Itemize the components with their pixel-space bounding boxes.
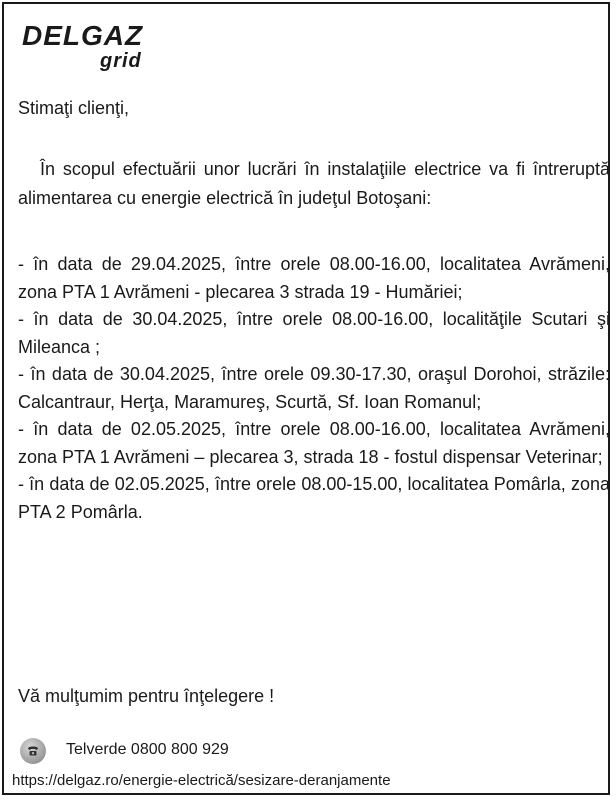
outage-list xyxy=(18,251,610,526)
intro-paragraph: În scopul efectuării unor lucrări în instalaţiile electrice va fi întreruptă alimentarea cu energie electrică în judeţul Botoşani: xyxy=(18,159,610,208)
logo-subtitle: grid xyxy=(100,50,142,72)
hotline-text: Telverde 0800 800 929 xyxy=(66,741,229,758)
list-item: - în data de 30.04.2025, între orele 09.30-17.30, oraşul Dorohoi, străzile: Calcantraur, Herţa, Maramureş, Scurtă, Sf. Ioan Romanul; xyxy=(18,364,610,412)
logo-wordmark: DELGAZ xyxy=(22,20,144,51)
website-link[interactable]: https://delgaz.ro/energie-electrică/sesizare-deranjamente xyxy=(12,772,391,789)
list-item: - în data de 29.04.2025, între orele 08.00-16.00, localitatea Avrămeni, zona PTA 1 Avrămeni - plecarea 3 strada 19 - Humăriei; xyxy=(18,254,610,302)
list-item: - în data de 02.05.2025, între orele 08.00-15.00, localitatea Pomârla, zona PTA 2 Pomârla. xyxy=(18,474,610,522)
phone-icon xyxy=(20,738,46,764)
list-item: - în data de 02.05.2025, între orele 08.00-16.00, localitatea Avrămeni, zona PTA 1 Avrămeni – plecarea 3, strada 18 - fostul dispensar Veterinar; xyxy=(18,419,610,467)
notice-frame xyxy=(2,2,610,795)
closing-line: Vă mulţumim pentru înţelegere ! xyxy=(18,686,275,706)
list-item: - în data de 30.04.2025, între orele 08.00-16.00, localităţile Scutari şi Mileanca ; xyxy=(18,309,610,357)
delgaz-grid-logo xyxy=(22,20,162,80)
greeting: Stimaţi clienţi, xyxy=(18,98,130,118)
